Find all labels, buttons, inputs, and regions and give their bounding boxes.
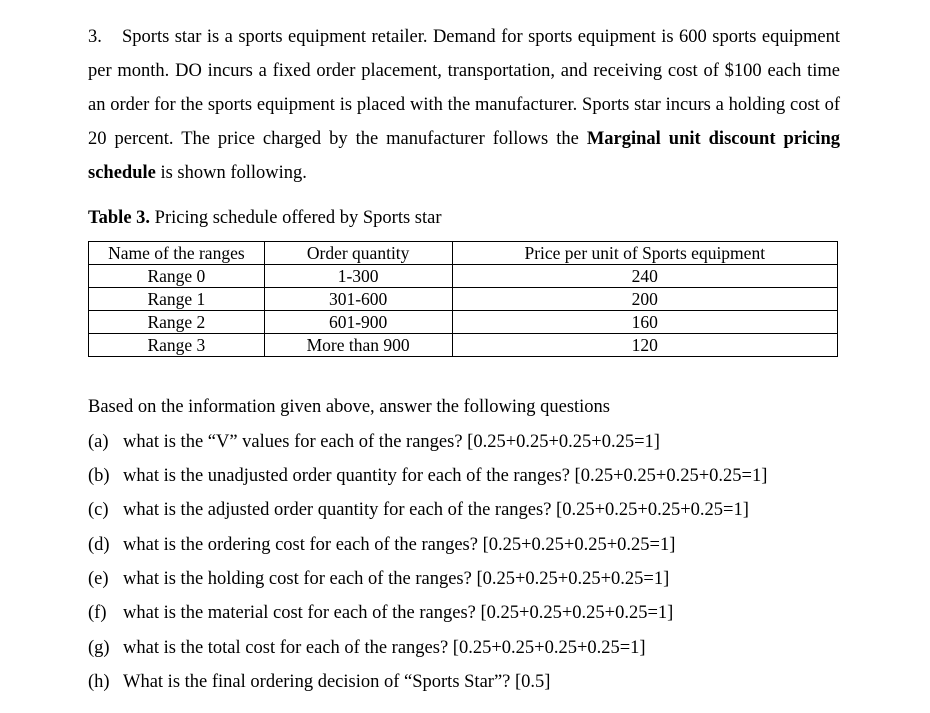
table-row <box>89 334 838 357</box>
question-label: (b) <box>88 465 110 486</box>
question-text: what is the ordering cost for each of the ranges? [0.25+0.25+0.25+0.25=1] <box>123 534 676 555</box>
cell-price: 160 <box>452 311 837 334</box>
cell-price: 120 <box>452 334 837 357</box>
question-label: (h) <box>88 672 110 693</box>
cell-order-quantity: More than 900 <box>264 334 452 357</box>
table-caption <box>88 206 442 230</box>
table-header-row <box>89 242 838 265</box>
question-item <box>88 530 888 564</box>
question-label: (g) <box>88 637 110 658</box>
question-item <box>88 633 888 667</box>
questions-intro: Based on the information given above, answer the following questions <box>88 397 611 417</box>
cell-order-quantity: 301-600 <box>264 288 452 311</box>
questions-section <box>88 392 888 702</box>
cell-range-name: Range 0 <box>89 265 265 288</box>
question-text: what is the total cost for each of the ranges? [0.25+0.25+0.25+0.25=1] <box>123 637 646 658</box>
question-item <box>88 427 888 461</box>
table-row <box>89 311 838 334</box>
cell-range-name: Range 3 <box>89 334 265 357</box>
problem-text-part1: Sports star is a sports equipment retailer. Demand for sports equipment is 600 sports equipment per month. DO incurs a fixed order placement, transportation, and receiving cost of $100 each time an order for the sports equipment is placed with the manufacturer. Sports star incurs a holding cost of 20 percent. The price charged by the manufacturer follows the <box>88 27 840 149</box>
question-text: what is the holding cost for each of the ranges? [0.25+0.25+0.25+0.25=1] <box>123 569 670 590</box>
question-text: what is the “V” values for each of the ranges? [0.25+0.25+0.25+0.25=1] <box>123 431 660 452</box>
question-label: (c) <box>88 500 109 521</box>
question-label: (f) <box>88 603 107 624</box>
header-range-name: Name of the ranges <box>89 242 265 265</box>
question-item <box>88 461 888 495</box>
cell-range-name: Range 2 <box>89 311 265 334</box>
question-label: (e) <box>88 569 109 590</box>
header-order-quantity: Order quantity <box>264 242 452 265</box>
question-text: What is the final ordering decision of “Sports Star”? [0.5] <box>123 672 551 693</box>
cell-price: 200 <box>452 288 837 311</box>
question-item <box>88 598 888 632</box>
cell-order-quantity: 601-900 <box>264 311 452 334</box>
question-label: (d) <box>88 534 110 555</box>
problem-bold-phrase: Marginal unit discount pricing schedule <box>88 129 840 183</box>
table-caption-text: Pricing schedule offered by Sports star <box>154 208 442 228</box>
header-price-per-unit: Price per unit of Sports equipment <box>452 242 837 265</box>
question-text: what is the unadjusted order quantity for each of the ranges? [0.25+0.25+0.25+0.25=1] <box>123 465 768 486</box>
question-item <box>88 667 888 701</box>
question-item <box>88 564 888 598</box>
question-text: what is the adjusted order quantity for each of the ranges? [0.25+0.25+0.25+0.25=1] <box>123 500 749 521</box>
cell-price: 240 <box>452 265 837 288</box>
problem-text-part2: is shown following. <box>160 163 307 183</box>
problem-statement <box>88 20 840 190</box>
table-row <box>89 288 838 311</box>
question-label: (a) <box>88 431 109 452</box>
question-item <box>88 495 888 529</box>
table-caption-label: Table 3. <box>88 208 151 228</box>
table-row <box>89 265 838 288</box>
pricing-table <box>88 241 838 357</box>
cell-order-quantity: 1-300 <box>264 265 452 288</box>
cell-range-name: Range 1 <box>89 288 265 311</box>
problem-number: 3. <box>88 27 102 47</box>
question-text: what is the material cost for each of the ranges? [0.25+0.25+0.25+0.25=1] <box>123 603 674 624</box>
